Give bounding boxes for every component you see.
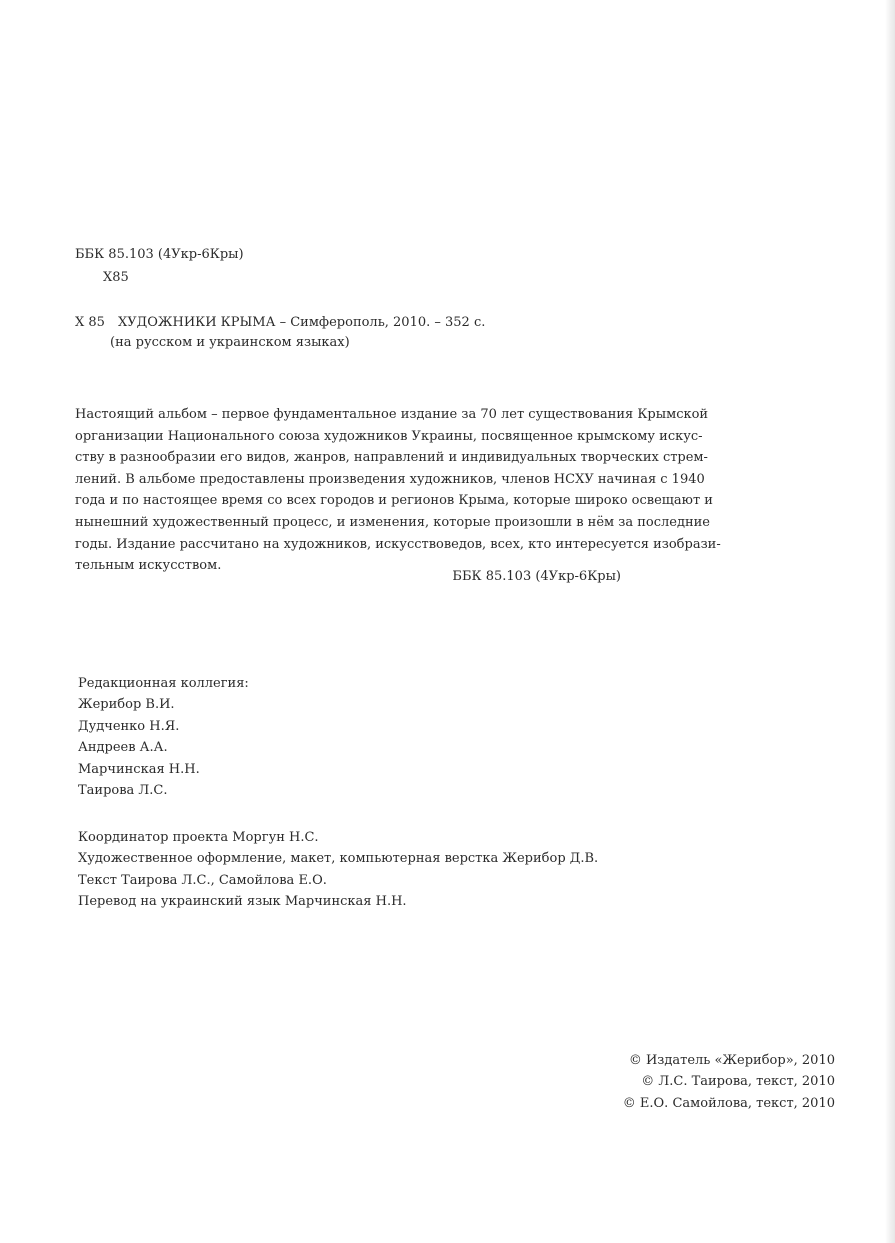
copyright-notices (623, 1050, 835, 1114)
annotation-line: организации Национального союза художников Украины, посвященное крымскому искус- (75, 428, 703, 444)
editorial-board (78, 673, 249, 801)
annotation-line: Настоящий альбом – первое фундаментальное издание за 70 лет существования Крымской (75, 407, 709, 422)
copyright-line: © Е.О. Самойлова, текст, 2010 (622, 1095, 835, 1111)
annotation-line: года и по настоящее время со всех городов и регионов Крыма, которые широко освещают и (75, 493, 713, 509)
editorial-board-member: Андреев А.А. (78, 740, 168, 756)
annotation-line: лений. В альбоме предоставлены произведения художников, членов НСХУ начиная с 1940 (75, 471, 705, 487)
catalog-entry-mark: Х 85 (75, 315, 105, 330)
credit-line: Перевод на украинский язык Марчинская Н.Н. (78, 894, 407, 910)
editorial-board-member: Дудченко Н.Я. (78, 718, 180, 734)
catalog-entry-title: ХУДОЖНИКИ КРЫМА – Симферополь, 2010. – 352 с. (118, 315, 486, 330)
annotation-line: тельным искусством. (75, 558, 222, 574)
annotation-paragraph (75, 404, 721, 577)
annotation-bbk-code: ББК 85.103 (4Укр-6Кры) (452, 569, 621, 584)
credit-line: Художественное оформление, макет, компьютерная верстка Жерибор Д.В. (78, 851, 599, 867)
editorial-board-heading: Редакционная коллегия: (78, 676, 249, 691)
editorial-board-member: Марчинская Н.Н. (78, 761, 200, 777)
author-mark: Х85 (103, 270, 129, 285)
credit-line: Текст Таирова Л.С., Самойлова Е.О. (78, 872, 327, 888)
credit-line: Координатор проекта Моргун Н.С. (78, 830, 319, 845)
annotation-line: ству в разнообразии его видов, жанров, направлений и индивидуальных творческих стрем- (75, 450, 708, 466)
project-credits (78, 827, 598, 913)
editorial-board-member: Жерибор В.И. (78, 697, 175, 713)
copyright-line: © Издатель «Жерибор», 2010 (628, 1053, 835, 1068)
annotation-line: годы. Издание рассчитано на художников, искусствоведов, всех, кто интересуется изобрази- (75, 536, 721, 552)
annotation-line: нынешний художественный процесс, и изменения, которые произошли в нём за последние (75, 514, 710, 530)
editorial-board-member: Таирова Л.С. (78, 783, 168, 799)
language-note: (на русском и украинском языках) (110, 335, 350, 350)
copyright-line: © Л.С. Таирова, текст, 2010 (641, 1074, 835, 1090)
bbk-classification-code: ББК 85.103 (4Укр-6Кры) (75, 247, 244, 262)
page-edge-shadow (885, 0, 895, 1243)
